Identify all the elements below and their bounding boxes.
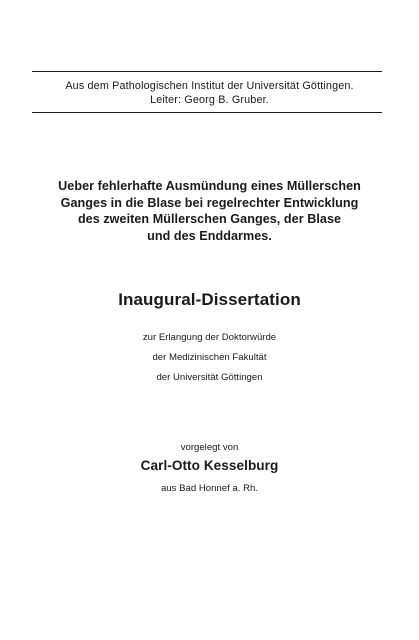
university-line: der Universität Göttingen <box>156 372 263 383</box>
degree-line: zur Erlangung der Doktorwürde <box>142 332 277 343</box>
title-line-4: und des Enddarmes. <box>147 228 272 243</box>
title-line-1: Ueber fehlerhafte Ausmündung eines Müllerschen <box>58 179 361 193</box>
dissertation-heading: Inaugural-Dissertation <box>118 290 301 309</box>
title-line-2: Ganges in die Blase bei regelrechter Entwicklung <box>60 195 359 210</box>
author-origin: aus Bad Honnef a. Rh. <box>160 483 259 494</box>
thesis-title <box>0 178 419 244</box>
presented-by-line: vorgelegt von <box>180 442 239 453</box>
header-bottom-rule <box>32 112 382 113</box>
title-line-3: des zweiten Müllerschen Ganges, der Blase <box>77 212 342 226</box>
header-top-rule <box>32 71 382 72</box>
director-line: Leiter: Georg B. Gruber. <box>150 94 269 106</box>
author-name: Carl-Otto Kesselburg <box>140 458 279 473</box>
faculty-line: der Medizinischen Fakultät <box>152 352 267 363</box>
institute-line: Aus dem Pathologischen Institut der Universität Göttingen. <box>65 80 354 92</box>
